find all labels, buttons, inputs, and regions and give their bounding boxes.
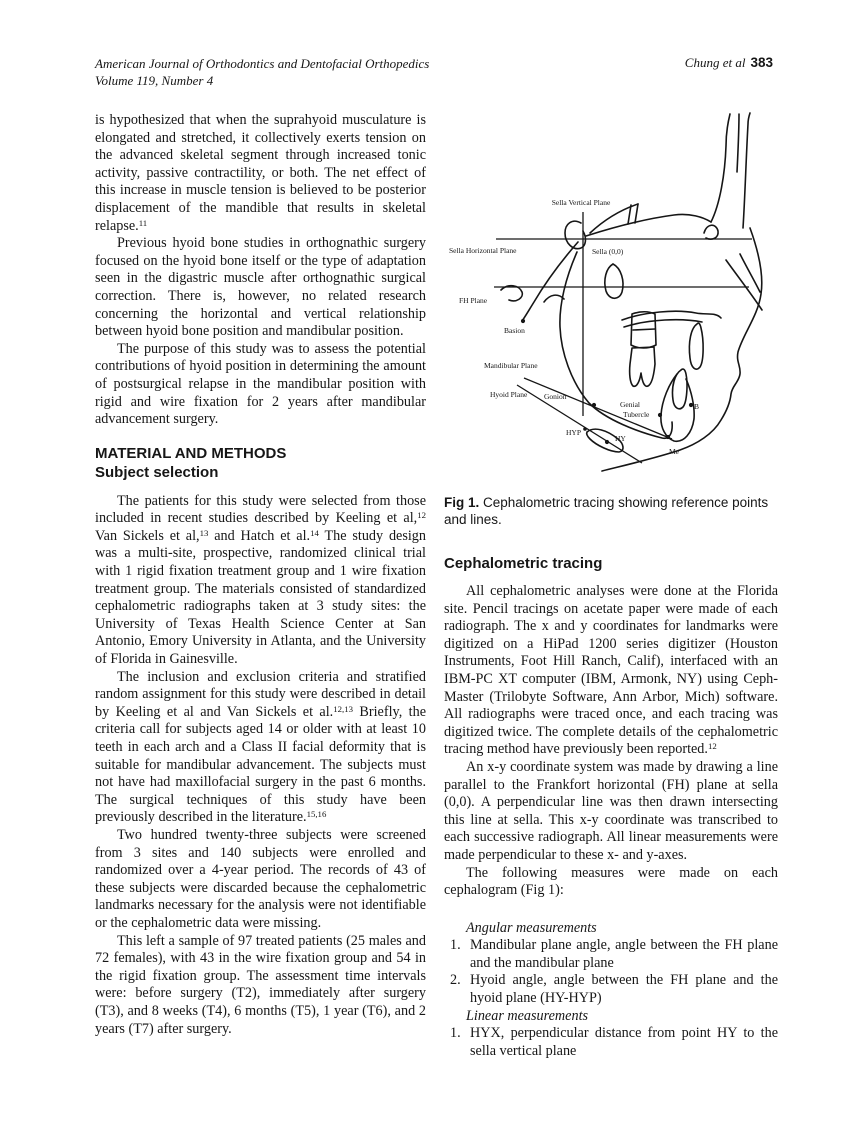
paragraph: The patients for this study were selected from those included in recent studies described by Keeling et al,$^{12}$ Van Sickels et al,$^{13}$ and Hatch et al.$^{14}$ The study design was a multi-site, prospective, randomized clinical trial with 1 rigid fixation treatment group and 1 wire fixation treatment group. The materials consisted of standardized cephalometric radiographs taken at 3 study sites: the University of Texas Health Science Center at San Antonio, Emory University in Atlanta, and the University of Florida in Gainesville. <box>95 492 426 668</box>
gonion-point <box>592 403 596 407</box>
menton-point <box>666 435 670 439</box>
label-me: Me <box>669 447 679 456</box>
label-hyoid-plane: Hyoid Plane <box>490 390 528 399</box>
paragraph: All cephalometric analyses were done at the Florida site. Pencil tracings on acetate paper were made of each radiograph. The x and y coordinates for landmarks were digitized on a HiPad 1200 series digitizer (Houston Instruments, Foot Hill Ranch, Calif), interfaced with an IBM-PC XT computer (IBM, Armonk, NY) using Ceph-Master (Trilobyte Software, Ann Arbor, Mich) software. All radiographs were traced once, and each tracing was digitized twice. The complete details of the cephalometric tracing method have previously been reported.$^{12}$ <box>444 583 778 758</box>
list-item-number: 2. <box>450 972 461 989</box>
angular-measurements-title: Angular measurements <box>466 919 597 936</box>
label-genial: Genial <box>620 400 640 409</box>
label-hy: HY <box>615 434 626 443</box>
label-mandibular-plane: Mandibular Plane <box>484 361 538 370</box>
left-column <box>95 112 426 1038</box>
list-item-text: HYX, perpendicular distance from point HY to the sella vertical plane <box>470 1025 778 1059</box>
landmark-dots <box>521 319 693 444</box>
basion-point <box>521 319 525 323</box>
label-basion: Basion <box>504 326 525 335</box>
figure-caption <box>444 494 778 528</box>
paragraph: Two hundred twenty-three subjects were screened from 3 sites and 140 subjects were enrolled and randomized over a 4-year period. The records of 43 of these subjects were discarded because the cephalometric landmarks necessary for the analysis were not identifiable or the cephalometric data were missing. <box>95 826 426 931</box>
journal-header <box>95 55 515 89</box>
list-item-number: 1. <box>450 937 461 954</box>
label-b: B <box>694 402 700 411</box>
paragraph: This left a sample of 97 treated patients (25 males and 72 females), with 43 in the wire fixation group and 54 in the rigid fixation group. The assessment time intervals were: before surgery (T2), immediately after surgery (T3), and 8 weeks (T4), 6 months (T5), 1 year (T6), and 2 years (T7) after surgery. <box>95 932 426 1037</box>
hyp-point <box>583 427 587 431</box>
journal-title: American Journal of Orthodontics and Dentofacial Orthopedics <box>95 56 430 71</box>
label-hyp: HYP <box>566 428 582 437</box>
list-item-number: 1. <box>450 1025 461 1042</box>
figure-1 <box>444 112 816 488</box>
subsection-heading-subject-selection: Subject selection <box>95 463 219 481</box>
label-gonion: Gonion <box>544 392 567 401</box>
header-authors: Chung et al <box>684 55 746 70</box>
label-fh-plane: FH Plane <box>459 296 488 305</box>
label-sella-vertical-plane: Sella Vertical Plane <box>551 198 611 207</box>
journal-volume: Volume 119, Number 4 <box>95 73 214 88</box>
genial-tubercle-point <box>658 413 662 417</box>
list-item <box>444 1025 778 1060</box>
header-right <box>685 55 773 71</box>
paragraph: Previous hyoid bone studies in orthognathic surgery focused on the hyoid bone itself or the type of adaptation seen in the digastric muscle after orthognathic surgical correction. There is, however, no related research concerning the horizontal and vertical relationship between hyoid bone position and mandibular position. <box>95 235 426 340</box>
figure-caption-text: Cephalometric tracing showing reference points and lines. <box>444 495 769 527</box>
cephalometric-tracing-figure <box>444 112 816 488</box>
list-item-text: Mandibular plane angle, angle between the FH plane and the mandibular plane <box>470 937 778 971</box>
label-tubercle: Tubercle <box>623 410 650 419</box>
figure-caption-label: Fig 1. <box>444 495 480 510</box>
section-heading-cephalometric-tracing: Cephalometric tracing <box>444 555 603 572</box>
section-heading-material-methods: MATERIAL AND METHODS <box>95 444 287 462</box>
paragraph: The inclusion and exclusion criteria and stratified random assignment for this study were described in detail by Keeling et al and Van Sickels et al.$^{12,13}$ Briefly, the criteria call for subjects aged 14 or older with at least 10 teeth in each arch and a Class II facial deformity that is suitable for mandibular advancement. The subjects must not have had maxillofacial surgery in the past 6 months. The surgical techniques of this study have been previously described in the literature.$^{15,16}$ <box>95 668 426 826</box>
linear-measurements-title: Linear measurements <box>466 1007 589 1024</box>
b-point <box>689 403 693 407</box>
hy-point <box>605 440 609 444</box>
right-column <box>444 112 778 1060</box>
list-item <box>444 972 778 1007</box>
list-item-text: Hyoid angle, angle between the FH plane and the hyoid plane (HY-HYP) <box>470 972 778 1007</box>
paragraph: The following measures were made on each cephalogram (Fig 1): <box>444 864 778 899</box>
header-page-number: 383 <box>750 55 773 70</box>
paragraph: An x-y coordinate system was made by drawing a line parallel to the Frankfort horizontal (FH) plane at sella (0,0). A perpendicular line was then drawn intersecting this line at sella. This x-y coordinate was transcribed to each successive radiograph. All linear measurements were made perpendicular to these x- and y-axes. <box>444 758 778 863</box>
label-sella-origin: Sella (0,0) <box>592 247 624 256</box>
label-sella-horizontal-plane: Sella Horizontal Plane <box>449 246 517 255</box>
paragraph: The purpose of this study was to assess the potential contributions of hyoid position in determining the amount of postsurgical relapse in the mandibular position with rigid and wire fixation for 2 years after mandibular advancement surgery. <box>95 340 426 428</box>
list-item <box>444 937 778 972</box>
paragraph: is hypothesized that when the suprahyoid musculature is elongated and stretched, it collectively exerts tension on the advanced skeletal segment through increased tonic activity, passive contractility, or both. The net effect of this increase in muscle tension is believed to be posterior displacement of the mandible that results in skeletal relapse.$^{11}$ <box>95 112 426 234</box>
